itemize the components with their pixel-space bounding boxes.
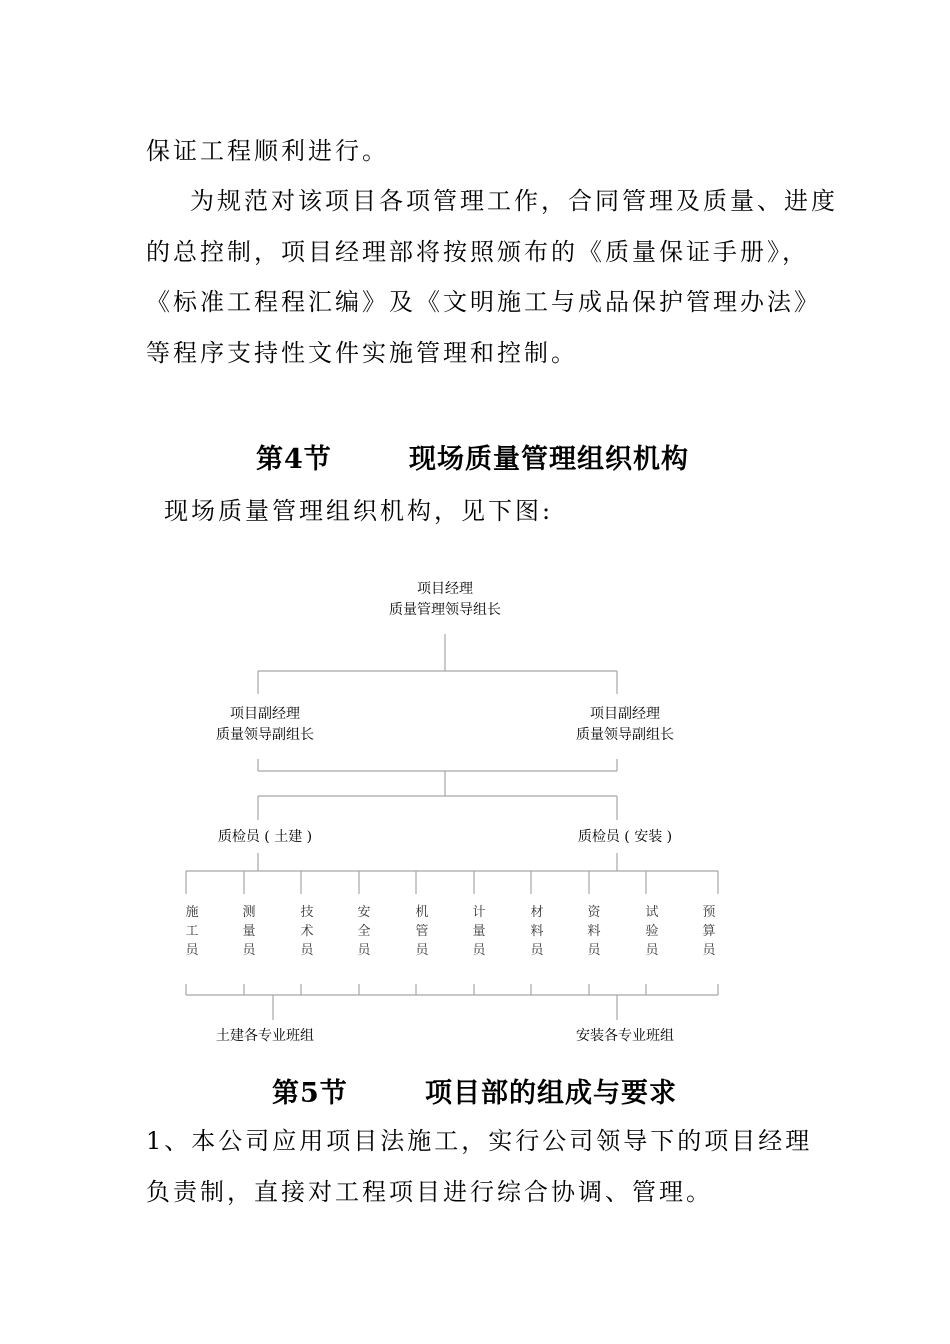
section-number: 第5节 (272, 1078, 348, 1109)
paragraph-project-org (146, 1116, 816, 1217)
section-4-intro: 现场质量管理组织机构，见下图: (164, 497, 554, 525)
org-node-inspector-install: 质检员 ( 安装 ) (577, 829, 673, 845)
org-node-staff: 测 量 员 (242, 905, 256, 958)
org-node-staff: 施 工 员 (185, 905, 199, 958)
text-line: 保证工程顺利进行。 (146, 137, 389, 165)
org-node-staff: 技 术 员 (300, 905, 314, 958)
org-node-team-civil: 土建各专业班组 (216, 1028, 314, 1044)
section-title: 现场质量管理组织机构 (409, 444, 689, 475)
section-title: 项目部的组成与要求 (425, 1078, 677, 1109)
org-node-staff: 材 料 员 (530, 905, 544, 958)
org-node-deputy-right: 项目副经理 质量领导副组长 (576, 706, 674, 743)
org-node-inspector-civil: 质检员 ( 土建 ) (217, 829, 313, 845)
org-node-team-install: 安装各专业班组 (576, 1028, 674, 1044)
text-line: 的总控制，项目经理部将按照颁布的《质量保证手册》， (146, 237, 809, 266)
text-line: 1、本公司应用项目法施工，实行公司领导下的项目经理 (146, 1127, 813, 1155)
org-node-staff: 试 验 员 (645, 905, 659, 958)
org-node-staff: 机 管 员 (415, 905, 429, 958)
org-node-deputy-left: 项目副经理 质量领导副组长 (216, 706, 314, 743)
text-line: 为规范对该项目各项管理工作，合同管理及质量、进度 (190, 187, 838, 215)
org-node-staff: 资 料 员 (587, 905, 601, 958)
text-line: 《标准工程程汇编》及《文明施工与成品保护管理办法》 (146, 288, 821, 316)
section-5-heading (272, 1071, 677, 1110)
org-node-staff: 预 算 员 (702, 905, 716, 958)
org-node-project-manager: 项目经理 质量管理领导组长 (389, 581, 501, 618)
section-number: 第4节 (256, 444, 332, 475)
org-node-staff: 计 量 员 (472, 905, 486, 958)
text-line: 负责制，直接对工程项目进行综合协调、管理。 (146, 1177, 713, 1206)
text-line: 等程序支持性文件实施管理和控制。 (146, 338, 578, 367)
org-node-staff: 安 全 员 (357, 905, 371, 958)
